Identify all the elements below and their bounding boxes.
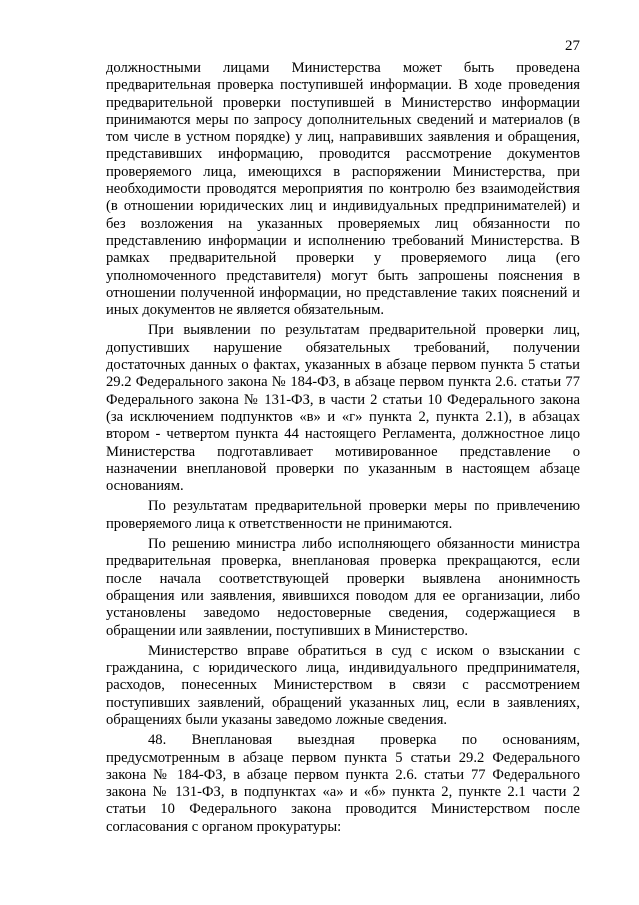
paragraph: По результатам предварительной проверки меры по привлечению проверяемого лица к ответственности не принимаются. (106, 498, 580, 532)
paragraph: По решению министра либо исполняющего обязанности министра предварительная проверка, внеплановая проверка прекращаются, если после начала соответствующей проверки выявлена анонимность обращения или заявления, явившихся поводом для ее организации, либо установлены заведомо недостоверные сведения, содержащиеся в обращении или заявлении, поступивших в Министерство. (106, 536, 580, 639)
paragraph: При выявлении по результатам предварительной проверки лиц, допустивших нарушение обязательных требований, получении достаточных данных о фактах, указанных в абзаце первом пункта 5 статьи 29.2 Федерального закона № 184-ФЗ, в абзаце первом пункта 2.6. статьи 77 Федерального закона № 131-ФЗ, в части 2 статьи 10 Федерального закона (за исключением подпунктов «в» и «г» пункта 2, пункта 2.1), в абзацах втором - четвертом пункта 44 настоящего Регламента, должностное лицо Министерства подготавливает мотивированное представление о назначении внеплановой проверки по указанным в настоящем абзаце основаниям. (106, 322, 580, 495)
paragraph-item-48: 48. Внеплановая выездная проверка по основаниям, предусмотренным в абзаце первом пункта 5 статьи 29.2 Федерального закона № 184-ФЗ, в абзаце первом пункта 2.6. статьи 77 Федерального закона № 131-ФЗ, в подпунктах «а» и «б» пункта 2, пункте 2.1 части 2 статьи 10 Федерального закона проводится Министерством после согласования с органом прокуратуры: (106, 732, 580, 835)
paragraph-continuation: должностными лицами Министерства может быть проведена предварительная проверка поступившей информации. В ходе проведения предварительной проверки поступившей в Министерство информации принимаются меры по запросу дополнительных сведений и материалов (в том числе в устном порядке) у лиц, направивших заявления и обращения, представивших информацию, проводится рассмотрение документов проверяемого лица, имеющихся в распоряжении Министерства, при необходимости проводятся мероприятия по контролю без взаимодействия (в отношении юридических лиц и индивидуальных предпринимателей) и без возложения на указанных проверяемых лиц обязанности по представлению информации и исполнению требований Министерства. В рамках предварительной проверки у проверяемого лица (его уполномоченного представителя) могут быть запрошены пояснения в отношении полученной информации, но представление таких пояснений и иных документов не является обязательным. (106, 60, 580, 319)
page-number: 27 (565, 38, 580, 54)
document-body (106, 60, 580, 839)
paragraph: Министерство вправе обратиться в суд с иском о взыскании с гражданина, с юридического лица, индивидуального предпринимателя, расходов, понесенных Министерством в связи с рассмотрением поступивших заявлений, обращений указанных лиц, если в заявлениях, обращениях были указаны заведомо ложные сведения. (106, 642, 580, 728)
